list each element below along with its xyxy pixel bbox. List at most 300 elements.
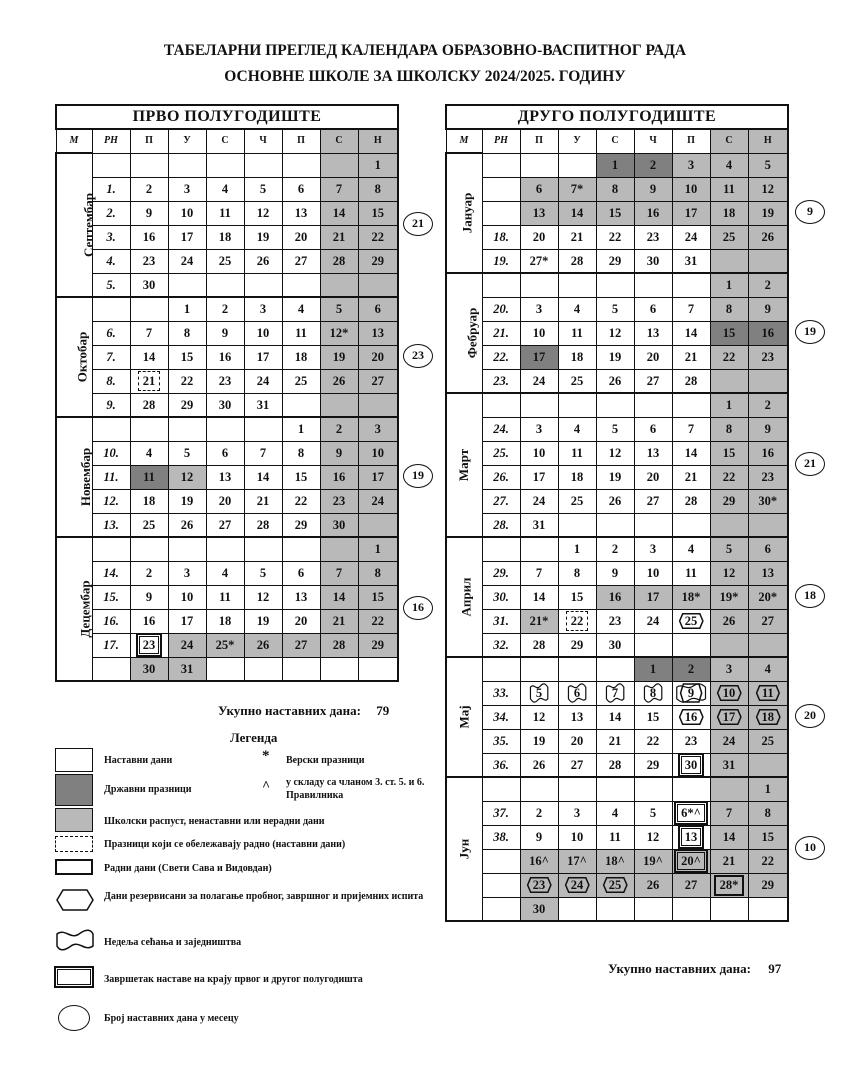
- day-cell: [206, 513, 244, 537]
- day-number: 15: [761, 830, 774, 844]
- day-number: 24: [532, 373, 546, 388]
- day-cell: [634, 657, 672, 681]
- day-cell: [244, 441, 282, 465]
- day-number: 22: [566, 611, 589, 631]
- day-cell: [596, 657, 634, 681]
- day-cell: [748, 225, 788, 249]
- day-cell: [244, 297, 282, 321]
- day-cell: [634, 705, 672, 729]
- day-number: 2: [535, 806, 543, 820]
- day-number: 8: [374, 182, 381, 196]
- week-number: 19.: [482, 249, 520, 273]
- day-number: 19: [332, 350, 346, 364]
- day-cell: [520, 825, 558, 849]
- week-number: 27.: [482, 489, 520, 513]
- legend-hexagon-icon: [55, 888, 95, 912]
- day-number: 2: [145, 566, 153, 580]
- day-cell: [320, 441, 358, 465]
- day-number: 7: [145, 326, 153, 340]
- day-cell: [558, 153, 596, 177]
- day-number: 2: [145, 182, 153, 196]
- day-number: 28: [332, 638, 346, 652]
- day-number: 10: [532, 446, 546, 460]
- day-number: 22: [722, 470, 736, 484]
- day-cell: [710, 345, 748, 369]
- weekday-header: С: [320, 129, 358, 153]
- legend-white-swatch: [55, 748, 93, 772]
- day-cell: [672, 153, 710, 177]
- day-number: 20*: [758, 590, 778, 604]
- week-number: [92, 417, 130, 441]
- day-cell: [710, 225, 748, 249]
- day-cell: [634, 609, 672, 633]
- day-number: 30: [646, 253, 660, 268]
- week-number: 20.: [482, 297, 520, 321]
- day-number: 22: [761, 854, 774, 868]
- day-cell: [358, 321, 398, 345]
- day-cell: [634, 561, 672, 585]
- day-number: 7*: [570, 182, 584, 196]
- week-number: 9.: [92, 393, 130, 417]
- week-number: 23.: [482, 369, 520, 393]
- day-cell: [672, 777, 710, 801]
- week-number: 26.: [482, 465, 520, 489]
- day-cell: [130, 561, 168, 585]
- day-number: 1: [725, 398, 733, 413]
- day-number: 20: [646, 470, 660, 484]
- day-cell: [596, 417, 634, 441]
- day-number: 3: [183, 566, 191, 580]
- day-number: 29: [722, 494, 736, 508]
- day-cell: [748, 393, 788, 417]
- day-cell: [672, 369, 710, 393]
- weekday-header: Н: [748, 129, 788, 153]
- day-cell: [596, 321, 634, 345]
- day-cell: [130, 177, 168, 201]
- day-cell: [244, 417, 282, 441]
- day-cell: [634, 249, 672, 273]
- day-number: 23: [684, 734, 698, 748]
- day-number: 15: [294, 470, 308, 484]
- week-number: 22.: [482, 345, 520, 369]
- day-number: 25: [722, 230, 736, 244]
- day-number: 16^: [529, 854, 549, 868]
- day-number: 14: [332, 206, 346, 220]
- day-number: 15: [371, 206, 385, 220]
- day-number: 6: [649, 302, 657, 316]
- month-name: Новембар: [78, 447, 94, 507]
- day-number: 5: [535, 686, 543, 700]
- day-cell: [168, 465, 206, 489]
- day-number: 30: [679, 754, 704, 776]
- week-number: 25.: [482, 441, 520, 465]
- month-label: [446, 537, 482, 657]
- week-row: [56, 417, 398, 441]
- week-number: 32.: [482, 633, 520, 657]
- day-cell: [130, 489, 168, 513]
- day-number: 9: [535, 830, 543, 844]
- week-row: [446, 345, 788, 369]
- day-cell: [596, 465, 634, 489]
- day-number: 16: [684, 710, 698, 724]
- day-number: 20: [218, 494, 232, 508]
- day-number: 17: [180, 614, 194, 628]
- day-cell: [206, 153, 244, 177]
- day-cell: [634, 537, 672, 561]
- day-number: 15: [180, 350, 194, 364]
- legend-double-swatch: [55, 967, 93, 987]
- day-number: 19: [608, 350, 622, 364]
- week-number: 33.: [482, 681, 520, 705]
- day-number: 25: [684, 614, 698, 628]
- day-number: 12*: [329, 326, 349, 340]
- day-cell: [596, 345, 634, 369]
- day-cell: [206, 633, 244, 657]
- weekday-header: М: [56, 129, 92, 153]
- day-cell: [596, 441, 634, 465]
- week-number: 28.: [482, 513, 520, 537]
- day-cell: [168, 561, 206, 585]
- day-number: 12: [608, 446, 622, 460]
- day-number: 1: [725, 278, 733, 293]
- legend-caret-symbol: ^: [262, 779, 271, 794]
- day-cell: [710, 825, 748, 849]
- week-row: [56, 153, 398, 177]
- day-number: 26: [256, 638, 270, 652]
- day-cell: [558, 177, 596, 201]
- day-cell: [282, 537, 320, 561]
- day-number: 15: [722, 446, 736, 460]
- day-cell: [244, 249, 282, 273]
- day-number: 31: [532, 517, 546, 532]
- week-row: [446, 393, 788, 417]
- day-cell: [320, 537, 358, 561]
- day-number: 8: [573, 566, 581, 580]
- day-cell: [558, 297, 596, 321]
- week-row: [56, 465, 398, 489]
- day-number: 1: [297, 422, 305, 437]
- day-cell: [520, 705, 558, 729]
- month-days-circle: 10: [795, 836, 825, 860]
- day-number: 8: [725, 302, 733, 316]
- day-cell: [558, 777, 596, 801]
- day-cell: [558, 465, 596, 489]
- day-number: 17: [646, 590, 660, 604]
- week-row: [56, 369, 398, 393]
- day-cell: [320, 393, 358, 417]
- day-cell: [358, 393, 398, 417]
- day-cell: [596, 609, 634, 633]
- month-label: [446, 777, 482, 921]
- week-row: [446, 465, 788, 489]
- day-cell: [282, 345, 320, 369]
- day-cell: [748, 801, 788, 825]
- day-number: 17: [722, 710, 736, 724]
- day-number: 10: [646, 566, 660, 580]
- day-cell: [520, 609, 558, 633]
- legend-star-symbol: *: [262, 748, 270, 764]
- month-name: Децембар: [77, 580, 93, 638]
- day-cell: [558, 585, 596, 609]
- day-number: 26: [608, 494, 622, 508]
- day-number: 18: [761, 710, 774, 724]
- day-cell: [168, 369, 206, 393]
- day-number: 13: [679, 826, 704, 848]
- day-cell: [358, 465, 398, 489]
- day-number: 13: [532, 206, 546, 220]
- day-cell: [358, 153, 398, 177]
- day-cell: [710, 153, 748, 177]
- day-number: 27: [294, 638, 308, 652]
- day-cell: [520, 417, 558, 441]
- day-cell: [282, 393, 320, 417]
- day-cell: [558, 705, 596, 729]
- day-number: 16: [761, 326, 774, 340]
- day-number: 3: [649, 542, 657, 557]
- day-number: 7: [259, 446, 267, 460]
- day-cell: [282, 369, 320, 393]
- day-number: 9: [335, 446, 343, 460]
- day-number: 29: [294, 517, 308, 532]
- day-number: 22: [180, 374, 194, 388]
- day-number: 27: [684, 878, 698, 892]
- day-number: 29: [570, 637, 584, 652]
- week-number: 37.: [482, 801, 520, 825]
- day-number: 12: [646, 830, 660, 844]
- day-number: 29: [371, 638, 385, 652]
- day-cell: [282, 585, 320, 609]
- day-number: 23: [608, 614, 622, 628]
- day-number: 15: [371, 590, 385, 604]
- day-cell: [710, 489, 748, 513]
- day-number: 3: [183, 182, 191, 196]
- day-number: 8: [764, 806, 771, 820]
- month-label: [446, 273, 482, 393]
- day-cell: [596, 777, 634, 801]
- day-number: 12: [256, 590, 270, 604]
- day-number: 27: [218, 517, 232, 532]
- day-number: 29: [608, 253, 622, 268]
- day-cell: [634, 273, 672, 297]
- day-cell: [244, 153, 282, 177]
- day-cell: [282, 153, 320, 177]
- day-number: 30: [608, 637, 622, 652]
- day-cell: [748, 873, 788, 897]
- weekday-header: С: [710, 129, 748, 153]
- day-number: 3: [535, 422, 543, 436]
- day-cell: [244, 585, 282, 609]
- month-name: Јун: [456, 838, 472, 860]
- day-number: 20: [646, 350, 660, 364]
- first-total-label: Укупно наставних дана:: [218, 703, 361, 718]
- first-total-value: 79: [376, 703, 390, 718]
- week-row: [56, 225, 398, 249]
- second-total-value: 97: [768, 961, 782, 976]
- day-number: 14: [608, 710, 622, 724]
- day-cell: [558, 489, 596, 513]
- day-number: 16: [646, 206, 660, 220]
- day-cell: [282, 441, 320, 465]
- week-number: 35.: [482, 729, 520, 753]
- day-cell: [672, 177, 710, 201]
- day-cell: [320, 249, 358, 273]
- day-cell: [358, 249, 398, 273]
- month-days-circle: 23: [403, 344, 433, 368]
- day-number: 8: [611, 182, 619, 196]
- day-cell: [634, 369, 672, 393]
- day-cell: [206, 345, 244, 369]
- day-number: 8: [297, 446, 305, 460]
- week-number: 21.: [482, 321, 520, 345]
- day-cell: [672, 801, 710, 825]
- day-number: 31: [722, 757, 736, 772]
- day-number: 27*: [529, 253, 549, 268]
- day-number: 13: [218, 470, 232, 484]
- day-number: 4: [297, 302, 305, 317]
- day-cell: [130, 657, 168, 681]
- week-number: [482, 537, 520, 561]
- day-number: 8: [649, 686, 657, 700]
- week-number: [92, 657, 130, 681]
- day-cell: [710, 705, 748, 729]
- day-number: 21: [684, 470, 698, 484]
- day-cell: [748, 849, 788, 873]
- day-cell: [358, 225, 398, 249]
- day-cell: [520, 441, 558, 465]
- day-cell: [672, 345, 710, 369]
- day-cell: [634, 849, 672, 873]
- day-cell: [244, 633, 282, 657]
- day-number: 19: [608, 470, 622, 484]
- day-cell: [358, 201, 398, 225]
- legend-bold-swatch: [55, 859, 93, 875]
- day-cell: [710, 417, 748, 441]
- day-cell: [520, 225, 558, 249]
- day-cell: [282, 201, 320, 225]
- day-cell: [520, 177, 558, 201]
- day-cell: [558, 633, 596, 657]
- day-cell: [244, 513, 282, 537]
- day-cell: [206, 369, 244, 393]
- day-cell: [320, 657, 358, 681]
- day-cell: [596, 369, 634, 393]
- day-number: 13: [570, 710, 584, 724]
- week-number: 14.: [92, 561, 130, 585]
- day-number: 26: [608, 373, 622, 388]
- week-row: [56, 585, 398, 609]
- day-number: 6: [374, 302, 381, 317]
- day-cell: [596, 537, 634, 561]
- month-name: Фебруар: [464, 307, 480, 359]
- day-cell: [596, 801, 634, 825]
- day-cell: [282, 609, 320, 633]
- day-number: 29: [371, 254, 385, 268]
- day-number: 3: [725, 662, 733, 677]
- day-number: 15: [570, 590, 584, 604]
- day-cell: [672, 897, 710, 921]
- day-number: 21*: [529, 614, 549, 628]
- day-number: 4: [764, 662, 771, 677]
- week-row: [446, 489, 788, 513]
- day-cell: [358, 633, 398, 657]
- day-cell: [748, 201, 788, 225]
- day-cell: [520, 729, 558, 753]
- day-number: 7: [335, 566, 343, 580]
- day-number: 15: [722, 326, 736, 340]
- day-number: 26: [332, 374, 346, 388]
- day-number: 18*: [681, 590, 701, 604]
- day-cell: [748, 345, 788, 369]
- day-cell: [282, 633, 320, 657]
- week-number: [482, 777, 520, 801]
- month-name: Март: [456, 448, 472, 482]
- day-number: 24: [570, 878, 584, 892]
- day-number: 26: [722, 614, 736, 628]
- day-cell: [596, 153, 634, 177]
- day-cell: [596, 489, 634, 513]
- day-number: 17: [371, 470, 385, 484]
- day-number: 11: [143, 470, 155, 484]
- day-number: 11: [609, 830, 621, 844]
- day-number: 22: [722, 350, 736, 364]
- day-cell: [168, 297, 206, 321]
- day-cell: [358, 561, 398, 585]
- day-cell: [520, 753, 558, 777]
- week-row: [446, 321, 788, 345]
- week-number: [92, 153, 130, 177]
- month-label: [446, 153, 482, 273]
- day-cell: [672, 657, 710, 681]
- day-number: 11: [219, 206, 231, 220]
- day-number: 20: [570, 734, 584, 748]
- day-cell: [320, 201, 358, 225]
- day-cell: [710, 513, 748, 537]
- second-semester-table: [445, 104, 789, 922]
- day-cell: [520, 561, 558, 585]
- day-number: 7: [687, 422, 695, 436]
- month-name: Мај: [456, 705, 472, 729]
- second-total-label: Укупно наставних дана:: [608, 961, 751, 976]
- week-row: [446, 801, 788, 825]
- day-number: 31: [684, 253, 698, 268]
- day-cell: [596, 633, 634, 657]
- week-row: [446, 681, 788, 705]
- day-number: 24: [684, 230, 698, 244]
- day-cell: [206, 225, 244, 249]
- day-number: 10: [722, 686, 736, 700]
- month-days-circle: 16: [403, 596, 433, 620]
- day-number: 28: [684, 373, 698, 388]
- day-cell: [672, 249, 710, 273]
- day-cell: [168, 153, 206, 177]
- day-cell: [358, 441, 398, 465]
- day-number: 26: [256, 254, 270, 268]
- week-row: [446, 753, 788, 777]
- day-cell: [558, 393, 596, 417]
- day-cell: [358, 513, 398, 537]
- day-cell: [558, 321, 596, 345]
- week-row: [56, 441, 398, 465]
- day-cell: [320, 609, 358, 633]
- day-number: 21: [332, 230, 346, 244]
- day-cell: [748, 777, 788, 801]
- day-number: 12: [761, 182, 774, 196]
- week-row: [446, 729, 788, 753]
- day-cell: [634, 633, 672, 657]
- day-cell: [710, 609, 748, 633]
- day-number: 29: [646, 757, 660, 772]
- day-cell: [358, 177, 398, 201]
